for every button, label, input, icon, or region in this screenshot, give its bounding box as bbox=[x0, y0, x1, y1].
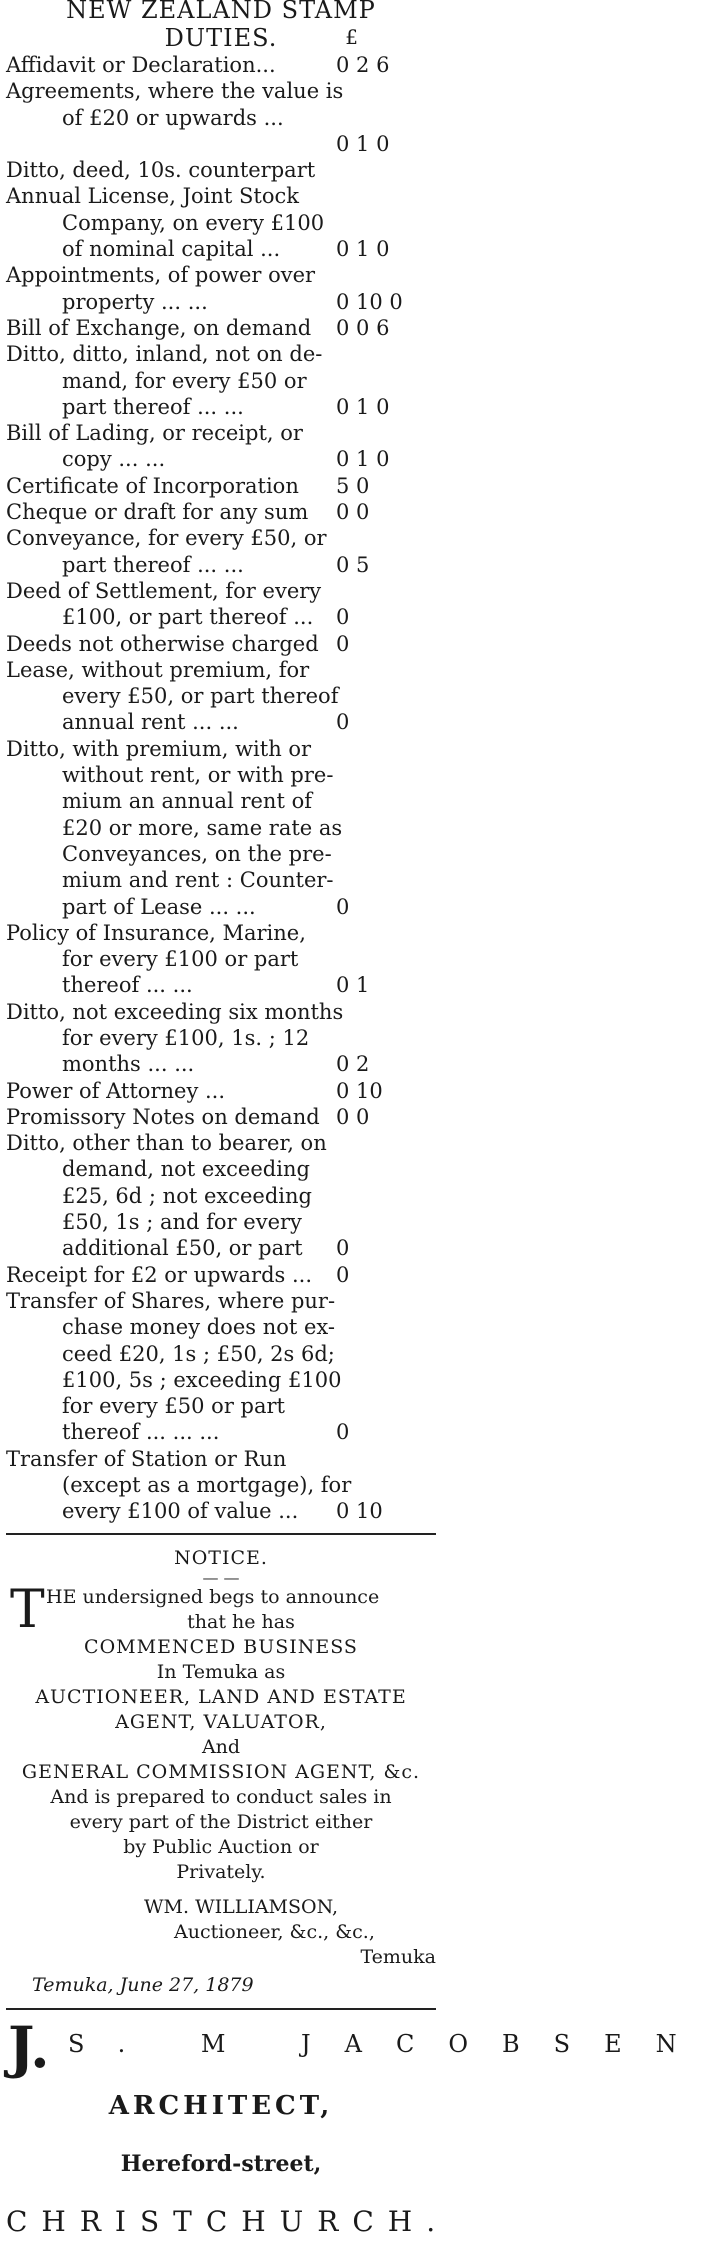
duty-line: chase money does not ex- bbox=[62, 1315, 335, 1340]
duty-line: Power of Attorney ... bbox=[6, 1078, 226, 1103]
duty-amount: 0 2 bbox=[336, 1052, 370, 1077]
duty-row bbox=[6, 78, 436, 157]
duty-amount: 0 1 0 bbox=[336, 447, 390, 472]
duty-amount: 0 bbox=[336, 1420, 350, 1445]
duty-line: £20 or more, same rate as bbox=[62, 815, 343, 840]
notice-line: In Temuka as bbox=[156, 1660, 286, 1683]
duty-row bbox=[6, 1130, 436, 1261]
duty-row bbox=[6, 657, 436, 736]
duty-line: Transfer of Shares, where pur- bbox=[6, 1288, 336, 1313]
pound-column-header: £ bbox=[345, 25, 358, 49]
duty-line: Bill of Exchange, on demand bbox=[6, 315, 312, 340]
duty-line: property ... ... bbox=[62, 289, 208, 314]
notice-town: Temuka bbox=[360, 1945, 436, 1968]
duty-line: demand, not exceeding bbox=[62, 1157, 310, 1182]
duty-line: mium an annual rent of bbox=[62, 789, 312, 814]
section-divider bbox=[6, 1533, 436, 1535]
duty-line: Ditto, not exceeding six months bbox=[6, 999, 344, 1024]
architect-initial: J. bbox=[8, 2014, 50, 2081]
duty-line: Bill of Lading, or receipt, or bbox=[6, 421, 303, 446]
duty-line: part of Lease ... ... bbox=[62, 894, 256, 919]
architect-city: CHRISTCHURCH. bbox=[6, 2204, 450, 2238]
duty-row bbox=[6, 1104, 436, 1130]
duty-row bbox=[6, 183, 436, 262]
duty-row bbox=[6, 1288, 436, 1446]
duty-line: every £100 of value ... bbox=[62, 1499, 299, 1524]
duty-row bbox=[6, 736, 436, 920]
duty-row bbox=[6, 157, 436, 183]
duty-amount: 0 1 0 bbox=[336, 131, 390, 156]
duty-row bbox=[6, 920, 436, 999]
stamp-duties-table bbox=[6, 52, 436, 1525]
duty-line: Ditto, deed, 10s. counterpart bbox=[6, 158, 316, 183]
duty-row bbox=[6, 1078, 436, 1104]
duty-row bbox=[6, 341, 436, 420]
duty-amount: 0 10 bbox=[336, 1078, 383, 1103]
duty-amount: 0 0 bbox=[336, 1104, 370, 1129]
architect-advert bbox=[6, 2014, 711, 2252]
duty-row bbox=[6, 525, 436, 578]
notice-line: And bbox=[201, 1735, 241, 1758]
notice-advert bbox=[6, 1545, 436, 2000]
duty-amount: 0 bbox=[336, 1236, 350, 1261]
duty-line: mium and rent : Counter- bbox=[62, 868, 334, 893]
duty-row bbox=[6, 420, 436, 473]
duty-amount: 0 bbox=[336, 894, 350, 919]
duty-line: Lease, without premium, for bbox=[6, 657, 310, 682]
duty-line: Annual License, Joint Stock bbox=[6, 184, 299, 209]
duty-amount: 0 1 0 bbox=[336, 394, 390, 419]
duty-row bbox=[6, 1262, 436, 1288]
duty-line: Appointments, of power over bbox=[6, 263, 316, 288]
duty-row bbox=[6, 1446, 436, 1525]
dropcap-letter: T bbox=[10, 1579, 45, 1640]
duty-line: Receipt for £2 or upwards ... bbox=[6, 1262, 313, 1287]
duty-row bbox=[6, 52, 436, 78]
duty-line: Ditto, ditto, inland, not on de- bbox=[6, 342, 323, 367]
duty-line: months ... ... bbox=[62, 1052, 195, 1077]
duty-line: Affidavit or Declaration... bbox=[6, 53, 276, 77]
duty-line: for every £100 or part bbox=[62, 947, 299, 972]
notice-line: every part of the District either bbox=[69, 1810, 373, 1833]
duty-line: Policy of Insurance, Marine, bbox=[6, 920, 306, 945]
duty-line: of nominal capital ... bbox=[62, 237, 281, 262]
duty-line: (except as a mortgage), for bbox=[62, 1473, 352, 1498]
duty-line: £25, 6d ; not exceeding bbox=[62, 1183, 312, 1208]
architect-name-row bbox=[6, 2014, 711, 2081]
stamp-duties-title: NEW ZEALAND STAMP DUTIES. bbox=[66, 0, 376, 52]
duty-amount: 0 bbox=[336, 1262, 350, 1287]
duty-row bbox=[6, 499, 436, 525]
duty-line: annual rent ... ... bbox=[62, 710, 239, 735]
duty-line: mand, for every £50 or bbox=[62, 368, 307, 393]
notice-line: that he has bbox=[187, 1610, 295, 1633]
duty-line: Company, on every £100 bbox=[62, 210, 325, 235]
duty-line: Ditto, with premium, with or bbox=[6, 736, 312, 761]
duty-line: for every £50 or part bbox=[62, 1394, 285, 1419]
duty-line: £100, or part thereof ... bbox=[62, 605, 314, 630]
duty-row bbox=[6, 631, 436, 657]
notice-line: GENERAL COMMISSION AGENT, &c. bbox=[21, 1760, 421, 1783]
duty-row bbox=[6, 578, 436, 631]
duty-line: £100, 5s ; exceeding £100 bbox=[62, 1367, 342, 1392]
notice-line: by Public Auction or bbox=[123, 1835, 319, 1858]
duty-line: part thereof ... ... bbox=[62, 394, 244, 419]
section-divider bbox=[6, 2008, 436, 2010]
duty-line: £50, 1s ; and for every bbox=[62, 1210, 302, 1235]
duty-line: Transfer of Station or Run bbox=[6, 1446, 287, 1471]
duty-amount: 0 bbox=[336, 605, 350, 630]
duty-amount: 0 10 0 bbox=[336, 289, 403, 314]
duty-line: Deed of Settlement, for every bbox=[6, 578, 322, 603]
duty-row bbox=[6, 473, 436, 499]
duty-line: Deeds not otherwise charged bbox=[6, 631, 319, 656]
duty-amount: 0 bbox=[336, 710, 350, 735]
duty-line: every £50, or part thereof bbox=[62, 684, 339, 709]
notice-line: COMMENCED BUSINESS bbox=[84, 1635, 358, 1658]
duty-amount: 5 0 bbox=[336, 473, 370, 498]
duty-amount: 0 5 bbox=[336, 552, 370, 577]
notice-dash: — — bbox=[202, 1567, 240, 1587]
duty-line: Promissory Notes on demand bbox=[6, 1104, 320, 1129]
duty-line: thereof ... ... bbox=[62, 973, 193, 998]
duty-line: thereof ... ... ... bbox=[62, 1420, 220, 1445]
duty-line: Agreements, where the value is bbox=[6, 79, 344, 104]
duty-line: additional £50, or part bbox=[62, 1236, 303, 1261]
duty-line: Ditto, other than to bearer, on bbox=[6, 1131, 327, 1156]
duty-row bbox=[6, 262, 436, 315]
duty-amount: 0 bbox=[336, 631, 350, 656]
duty-line: Certificate of Incorporation bbox=[6, 473, 299, 498]
duty-line: Conveyances, on the pre- bbox=[62, 841, 332, 866]
duty-amount: 0 1 0 bbox=[336, 237, 390, 262]
duty-amount: 0 2 6 bbox=[336, 53, 390, 77]
duty-line: part thereof ... ... bbox=[62, 552, 244, 577]
duty-line: without rent, or with pre- bbox=[62, 763, 334, 788]
notice-line: Privately. bbox=[176, 1860, 266, 1883]
duty-amount: 0 0 bbox=[336, 500, 370, 525]
duty-line: Cheque or draft for any sum bbox=[6, 500, 309, 525]
notice-line: And is prepared to conduct sales in bbox=[50, 1785, 392, 1808]
notice-first-line-text: HE undersigned begs to announce bbox=[46, 1585, 380, 1608]
notice-signature: WM. WILLIAMSON, bbox=[144, 1895, 339, 1918]
duty-amount: 0 10 bbox=[336, 1499, 383, 1524]
duty-row bbox=[6, 315, 436, 341]
notice-heading: NOTICE. bbox=[174, 1546, 268, 1569]
architect-name: S. M JACOBSEN bbox=[68, 2029, 711, 2058]
notice-line: AUCTIONEER, LAND AND ESTATE bbox=[35, 1685, 407, 1708]
duty-amount: 0 1 bbox=[336, 973, 370, 998]
notice-line: AGENT, VALUATOR, bbox=[115, 1710, 327, 1733]
architect-street: Hereford-street, bbox=[120, 2150, 322, 2177]
duty-line: copy ... ... bbox=[62, 447, 166, 472]
duty-line: ceed £20, 1s ; £50, 2s 6d; bbox=[62, 1341, 335, 1366]
duty-amount: 0 0 6 bbox=[336, 315, 390, 340]
architect-profession: ARCHITECT, bbox=[108, 2090, 334, 2121]
notice-date: Temuka, June 27, 1879 bbox=[32, 1973, 254, 1996]
duty-line: of £20 or upwards ... bbox=[62, 105, 284, 130]
notice-role: Auctioneer, &c., &c., bbox=[174, 1920, 375, 1943]
duty-line: Conveyance, for every £50, or bbox=[6, 526, 327, 551]
duty-row bbox=[6, 999, 436, 1078]
duty-line: for every £100, 1s. ; 12 bbox=[62, 1025, 310, 1050]
